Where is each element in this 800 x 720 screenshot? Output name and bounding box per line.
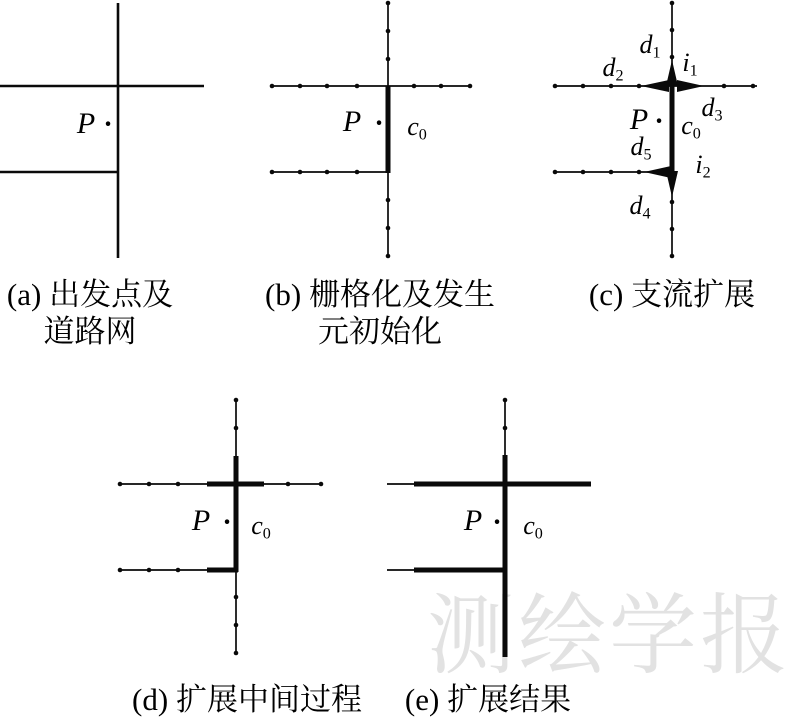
caption-a xyxy=(7,276,173,350)
label-generator-c0-e: $c_0$ xyxy=(523,511,543,543)
label-start-point-a: P xyxy=(76,107,96,140)
label-start-point-e: P xyxy=(463,504,483,537)
label-start-dot-d: · xyxy=(222,507,232,538)
label-intersection-i2: $i_2$ xyxy=(695,150,711,182)
caption-b-line2: 元初始化 xyxy=(318,314,442,349)
label-direction-d3: $d_3$ xyxy=(701,93,723,125)
panel-a-roads xyxy=(0,3,204,258)
label-generator-c0-b: $c_0$ xyxy=(407,112,427,144)
label-direction-d2: $d_2$ xyxy=(602,53,624,85)
arrow-left-top-icon xyxy=(641,80,669,92)
label-start-dot-a: · xyxy=(103,109,113,140)
label-start-point-d: P xyxy=(191,504,211,537)
journal-watermark: 测绘学报 xyxy=(427,586,792,685)
caption-b-line1: (b) 栅格化及发生 xyxy=(265,277,495,312)
panel-e-roads xyxy=(387,400,591,657)
panel-d-grid-dots xyxy=(118,398,324,656)
caption-a-line1: (a) 出发点及 xyxy=(6,277,174,312)
caption-a-line2: 道路网 xyxy=(43,314,137,349)
caption-b xyxy=(265,276,495,350)
label-start-dot-b: · xyxy=(374,108,384,139)
arrow-down-icon xyxy=(666,171,678,197)
label-start-dot-e: · xyxy=(492,507,502,538)
label-intersection-i1: $i_1$ xyxy=(682,48,698,80)
label-start-dot-c: · xyxy=(654,106,664,137)
label-generator-c0-d: $c_0$ xyxy=(251,511,271,543)
panel-b-roads xyxy=(271,3,472,257)
arrow-right-icon xyxy=(677,80,704,92)
panel-d-roads xyxy=(120,398,322,655)
label-direction-d4: $d_4$ xyxy=(629,191,651,223)
label-direction-d5: $d_5$ xyxy=(630,132,652,164)
label-start-point-c: P xyxy=(629,103,649,136)
caption-d: (d) 扩展中间过程 xyxy=(132,682,362,717)
label-generator-c0-c: $c_0$ xyxy=(681,111,701,143)
caption-e: (e) 扩展结果 xyxy=(404,682,572,717)
panel-b-grid-dots xyxy=(270,1,473,259)
label-direction-d1: $d_1$ xyxy=(639,30,661,62)
caption-c: (c) 支流扩展 xyxy=(588,277,756,312)
label-start-point-b: P xyxy=(342,105,362,138)
